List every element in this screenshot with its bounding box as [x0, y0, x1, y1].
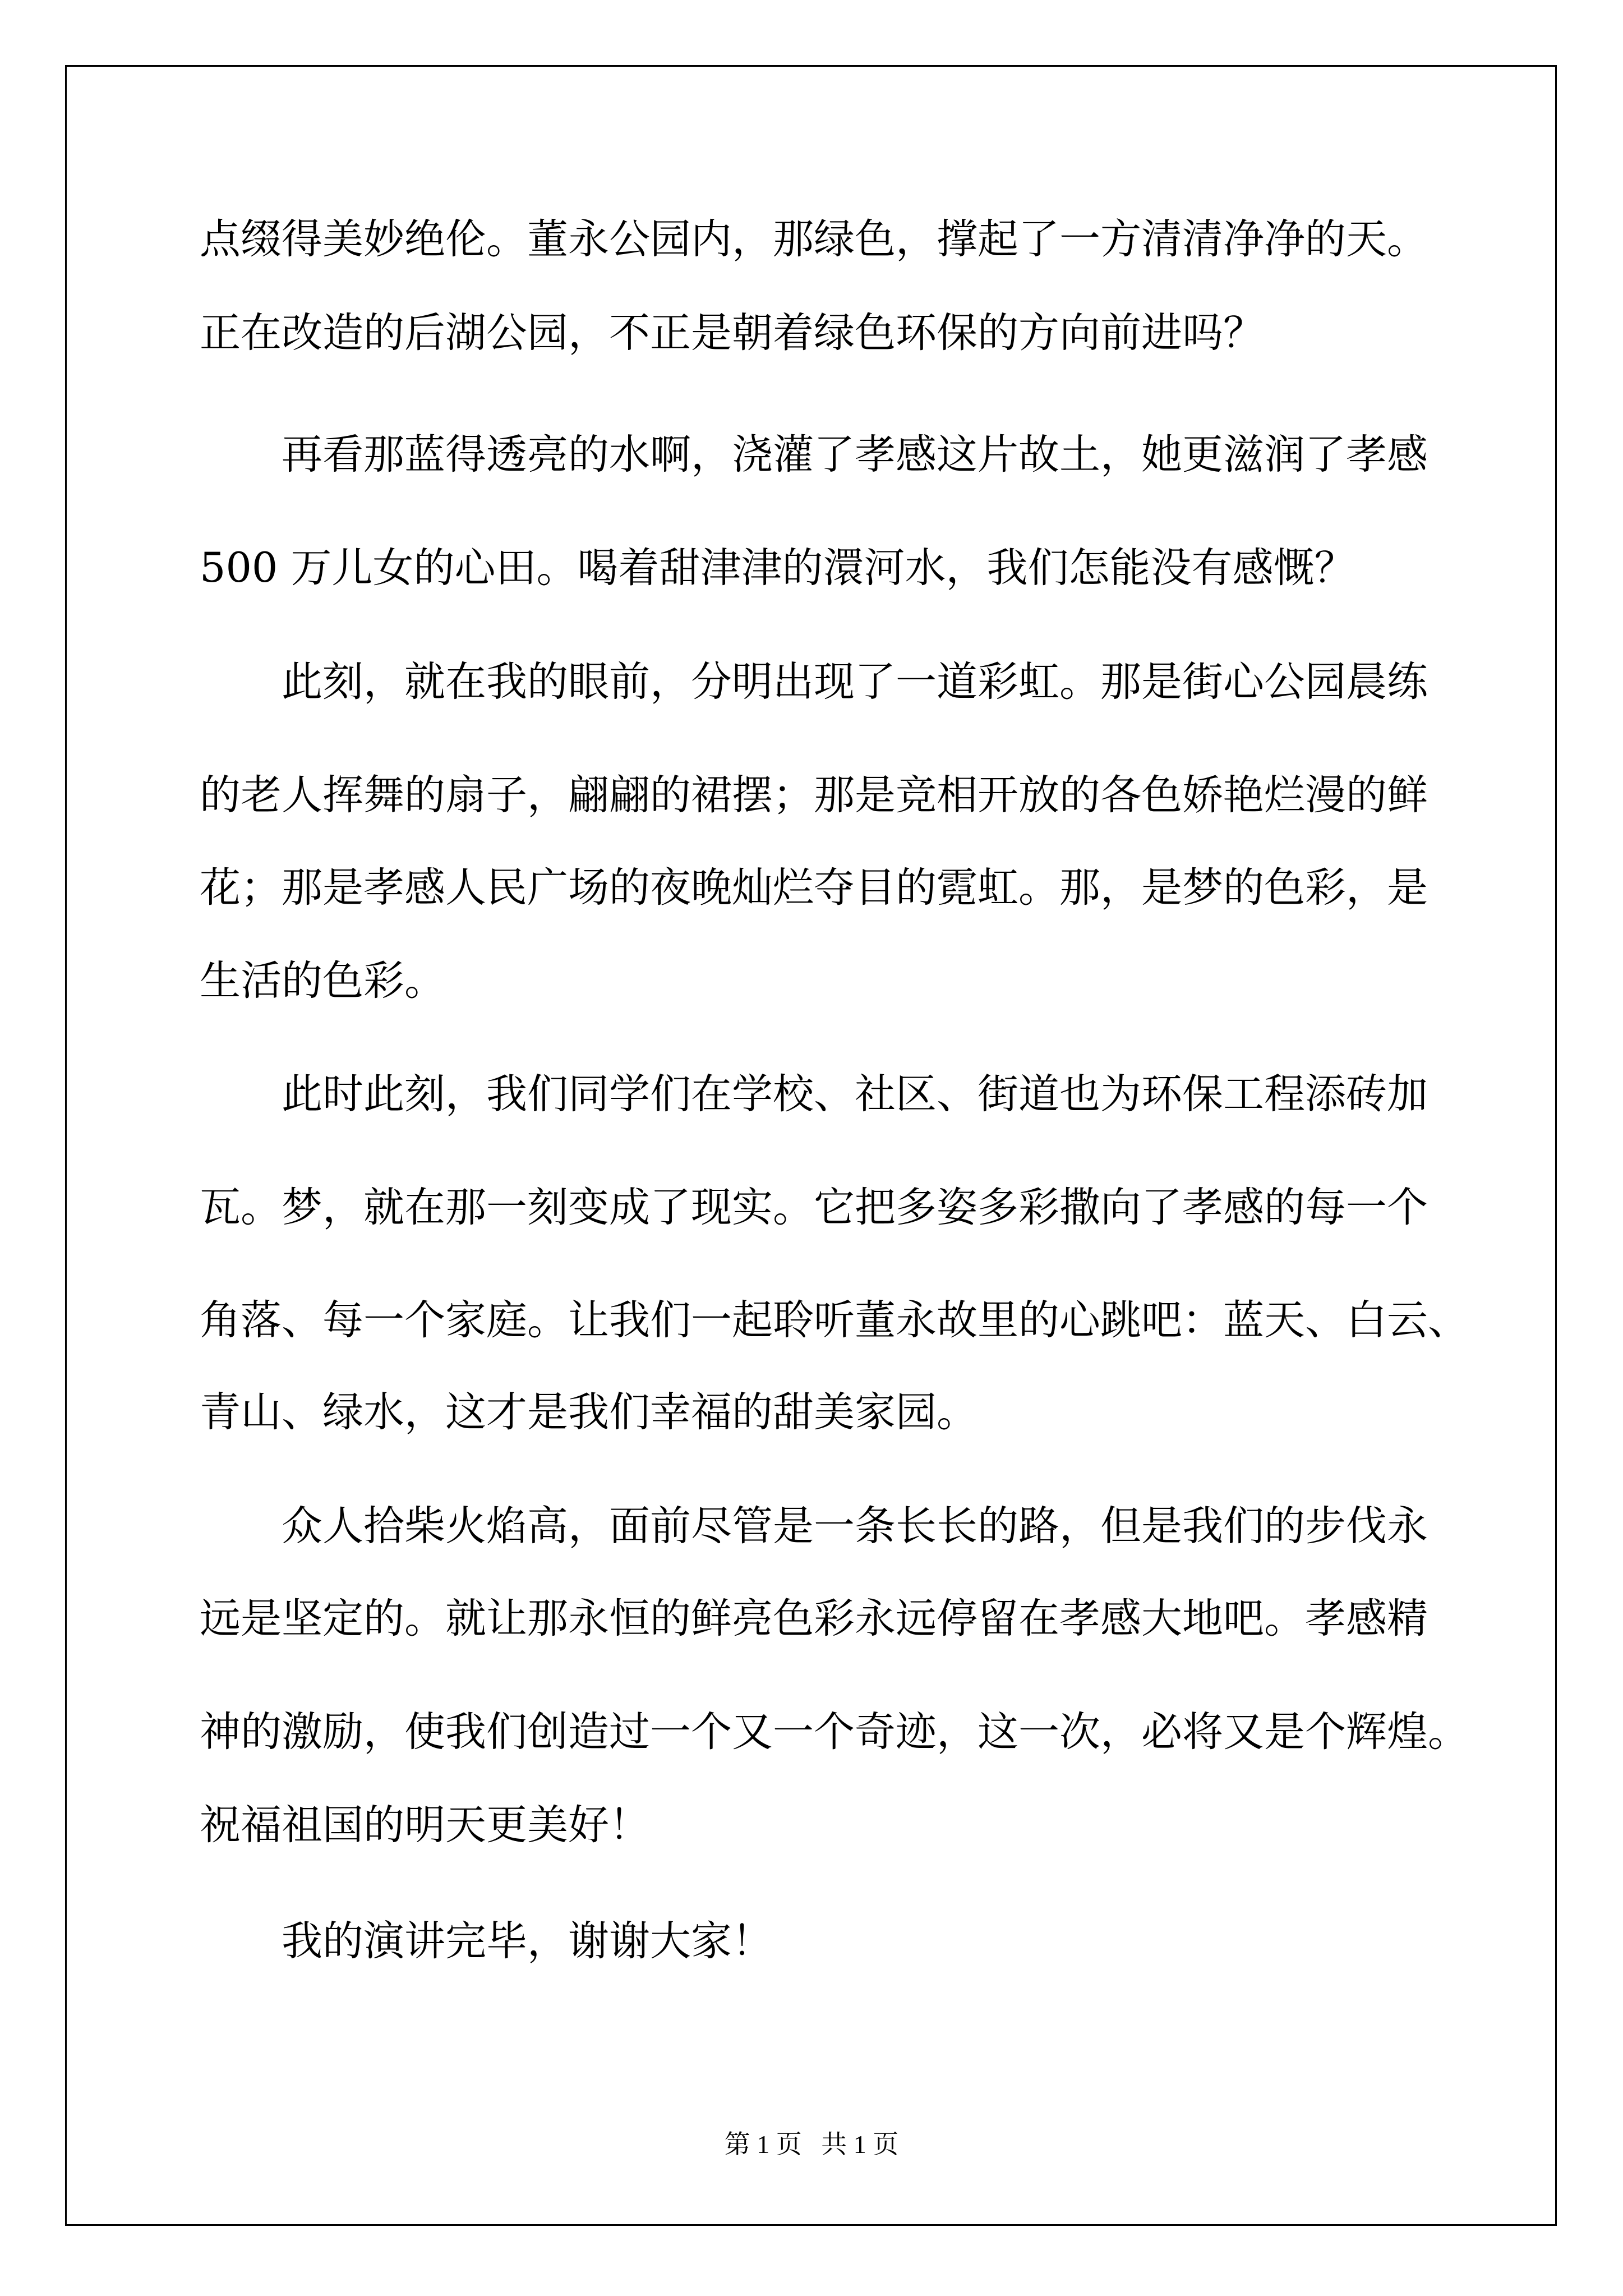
body-line-17: 我的演讲完毕，谢谢大家！: [282, 1917, 773, 1965]
body-line-14: 远是坚定的。就让那永恒的鲜亮色彩永远停留在孝感大地吧。孝感精: [200, 1595, 1428, 1642]
body-line-10: 瓦。梦，就在那一刻变成了现实。它把多姿多彩撒向了孝感的每一个: [200, 1184, 1428, 1231]
body-line-12: 青山、绿水，这才是我们幸福的甜美家园。: [200, 1388, 978, 1436]
body-line-13: 众人拾柴火焰高，面前尽管是一条长长的路，但是我们的步伐永: [282, 1502, 1428, 1550]
body-line-5: 此刻，就在我的眼前，分明出现了一道彩虹。那是街心公园晨练: [282, 658, 1428, 706]
body-line-1: 点缀得美妙绝伦。董永公园内，那绿色，撑起了一方清清净净的天。: [200, 215, 1428, 263]
body-line-11: 角落、每一个家庭。让我们一起聆听董永故里的心跳吧：蓝天、白云、: [200, 1296, 1469, 1344]
body-line-4: 500 万儿女的心田。喝着甜津津的澴河水，我们怎能没有感慨？: [200, 544, 1355, 592]
body-line-7: 花；那是孝感人民广场的夜晚灿烂夺目的霓虹。那，是梦的色彩，是: [200, 864, 1428, 912]
body-line-8: 生活的色彩。: [200, 957, 445, 1005]
body-line-9: 此时此刻，我们同学们在学校、社区、街道也为环保工程添砖加: [282, 1070, 1428, 1118]
body-line-16: 祝福祖国的明天更美好！: [200, 1801, 650, 1849]
body-line-2: 正在改造的后湖公园，不正是朝着绿色环保的方向前进吗？: [200, 309, 1264, 357]
body-line-6: 的老人挥舞的扇子，翩翩的裙摆；那是竞相开放的各色娇艳烂漫的鲜: [200, 771, 1428, 819]
body-line-3: 再看那蓝得透亮的水啊，浇灌了孝感这片故土，她更滋润了孝感: [282, 431, 1428, 478]
body-line-15: 神的激励，使我们创造过一个又一个奇迹，这一次，必将又是个辉煌。: [200, 1708, 1469, 1756]
page-number-footer: 第 1 页 共 1 页: [724, 2130, 899, 2159]
page-border: [65, 65, 1557, 2226]
